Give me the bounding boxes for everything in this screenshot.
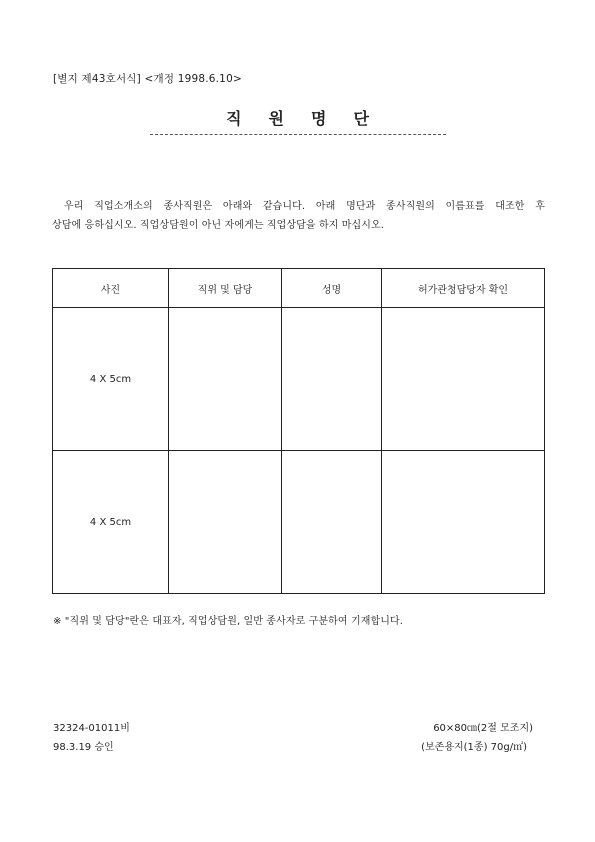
paper-type: (보존용지(1종) 70g/㎡) — [421, 742, 527, 753]
name-cell — [282, 451, 382, 594]
header-name: 성명 — [282, 269, 382, 308]
header-position: 직위 및 담당 — [169, 269, 282, 308]
intro-line-2: 상담에 응하십시오. 직업상담원이 아닌 자에게는 직업상담을 하지 마십시오. — [52, 220, 385, 231]
name-cell — [282, 308, 382, 451]
header-photo: 사진 — [53, 269, 169, 308]
approval-date: 98.3.19 승인 — [53, 742, 114, 753]
footnote: ※ "직위 및 담당"란은 대표자, 직업상담원, 일반 종사자로 구분하여 기재합니다. — [53, 616, 404, 627]
table-header-row — [53, 269, 545, 308]
title-underline — [150, 134, 446, 135]
form-number: 32324-01011비 — [53, 723, 130, 734]
document-title: 직원명단 — [226, 109, 396, 128]
confirmation-cell — [382, 308, 545, 451]
confirmation-cell — [382, 451, 545, 594]
header-confirmation: 허가관청담당자 확인 — [382, 269, 545, 308]
paper-size: 60×80㎝(2절 모조지) — [433, 723, 533, 734]
photo-cell: 4 X 5cm — [53, 308, 169, 451]
intro-paragraph — [52, 197, 545, 235]
staff-roster-table — [52, 268, 545, 594]
table-row — [53, 451, 545, 594]
position-cell — [169, 308, 282, 451]
photo-cell: 4 X 5cm — [53, 451, 169, 594]
position-cell — [169, 451, 282, 594]
intro-line-1: 우리 직업소개소의 종사직원은 아래와 같습니다. 아래 명단과 종사직원의 이름표를 대조한 후 — [64, 201, 545, 212]
form-reference: [별지 제43호서식] <개정 1998.6.10> — [53, 73, 242, 85]
table-row — [53, 308, 545, 451]
